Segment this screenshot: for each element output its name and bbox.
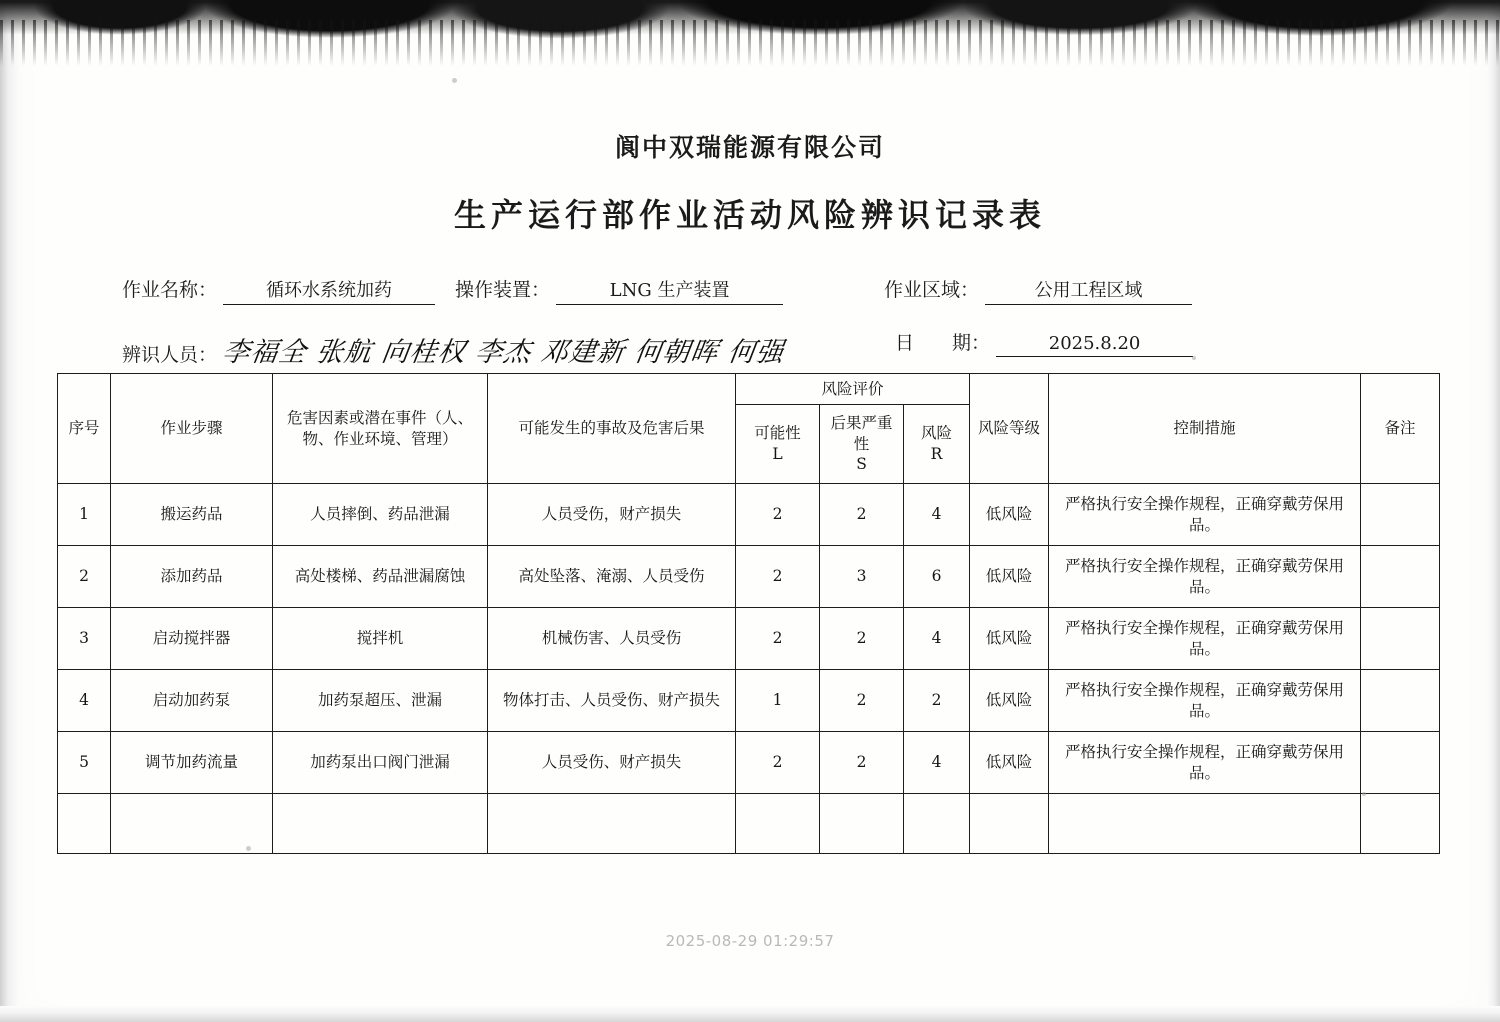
cell-severity: 2 — [820, 608, 904, 670]
device-value: LNG 生产装置 — [556, 276, 783, 305]
cell-remark — [1361, 670, 1440, 732]
cell-severity: 2 — [820, 732, 904, 794]
cell-likelihood: 2 — [736, 732, 820, 794]
area-field — [884, 275, 1192, 305]
cell-hazard: 高处楼梯、药品泄漏腐蚀 — [273, 546, 488, 608]
cell-severity: 2 — [820, 484, 904, 546]
cell-severity — [820, 794, 904, 854]
cell-risk: 2 — [904, 670, 970, 732]
header-risk-level: 风险等级 — [970, 374, 1049, 484]
cell-likelihood: 1 — [736, 670, 820, 732]
header-severity — [820, 405, 904, 484]
cell-risk-level: 低风险 — [970, 608, 1049, 670]
cell-index: 1 — [58, 484, 111, 546]
cell-risk: 6 — [904, 546, 970, 608]
header-accident: 可能发生的事故及危害后果 — [488, 374, 736, 484]
cell-accident: 人员受伤，财产损失 — [488, 484, 736, 546]
header-likelihood-line2: L — [772, 445, 783, 463]
scan-speck — [246, 846, 251, 851]
cell-control: 严格执行安全操作规程，正确穿戴劳保用品。 — [1049, 546, 1361, 608]
header-remark: 备注 — [1361, 374, 1440, 484]
cell-remark — [1361, 484, 1440, 546]
personnel-signatures: 李福全 张航 向桂权 李杰 邓建新 何朝晖 何强 — [220, 337, 787, 368]
cell-hazard: 搅拌机 — [273, 608, 488, 670]
date-value: 2025.8.20 — [996, 333, 1193, 357]
header-severity-line2: S — [856, 455, 867, 474]
task-name-label: 作业名称： — [122, 279, 218, 301]
area-value: 公用工程区域 — [985, 276, 1192, 305]
scan-timestamp: 2025-08-29 01:29:57 — [665, 932, 835, 950]
cell-hazard: 人员摔倒、药品泄漏 — [273, 484, 488, 546]
cell-accident — [488, 794, 736, 854]
cell-risk: 4 — [904, 608, 970, 670]
cell-control: 严格执行安全操作规程，正确穿戴劳保用品。 — [1049, 608, 1361, 670]
cell-control — [1049, 794, 1361, 854]
cell-risk-level: 低风险 — [970, 546, 1049, 608]
scan-speck — [1192, 356, 1196, 360]
scan-speck — [452, 78, 457, 83]
cell-index — [58, 794, 111, 854]
header-index: 序号 — [58, 374, 111, 484]
table-row — [58, 670, 1440, 732]
table-header-group-row — [58, 374, 1440, 405]
personnel-field — [122, 330, 785, 369]
cell-risk-level: 低风险 — [970, 484, 1049, 546]
cell-step: 添加药品 — [111, 546, 273, 608]
cell-remark — [1361, 608, 1440, 670]
cell-risk-level: 低风险 — [970, 732, 1049, 794]
cell-accident: 人员受伤、财产损失 — [488, 732, 736, 794]
cell-step: 调节加药流量 — [111, 732, 273, 794]
cell-remark — [1361, 546, 1440, 608]
personnel-label: 辨识人员： — [122, 344, 218, 366]
header-likelihood — [736, 405, 820, 484]
cell-remark — [1361, 732, 1440, 794]
cell-risk: 4 — [904, 732, 970, 794]
table-row — [58, 732, 1440, 794]
cell-accident: 高处坠落、淹溺、人员受伤 — [488, 546, 736, 608]
cell-remark — [1361, 794, 1440, 854]
table-row — [58, 484, 1440, 546]
cell-index: 5 — [58, 732, 111, 794]
risk-identification-table — [57, 373, 1440, 854]
date-label: 日 期： — [895, 332, 991, 354]
area-label: 作业区域： — [884, 279, 980, 301]
cell-hazard: 加药泵出口阀门泄漏 — [273, 732, 488, 794]
device-label: 操作装置： — [455, 279, 551, 301]
cell-index: 3 — [58, 608, 111, 670]
scan-speck — [1362, 792, 1366, 796]
header-control-measures: 控制措施 — [1049, 374, 1361, 484]
date-field — [895, 328, 1193, 357]
table-row — [58, 546, 1440, 608]
cell-likelihood: 2 — [736, 546, 820, 608]
device-field — [455, 275, 783, 305]
organization-title: 阆中双瑞能源有限公司 — [614, 133, 885, 162]
cell-index: 2 — [58, 546, 111, 608]
header-hazard: 危害因素或潜在事件（人、物、作业环境、管理） — [273, 374, 488, 484]
table-body — [58, 484, 1440, 854]
header-severity-line1: 后果严重性 — [830, 413, 893, 453]
cell-risk — [904, 794, 970, 854]
cell-index: 4 — [58, 670, 111, 732]
cell-likelihood — [736, 794, 820, 854]
cell-severity: 2 — [820, 670, 904, 732]
task-name-field — [122, 275, 435, 305]
cell-control: 严格执行安全操作规程，正确穿戴劳保用品。 — [1049, 484, 1361, 546]
table-row — [58, 608, 1440, 670]
cell-likelihood: 2 — [736, 484, 820, 546]
cell-control: 严格执行安全操作规程，正确穿戴劳保用品。 — [1049, 732, 1361, 794]
header-likelihood-line1: 可能性 — [754, 424, 801, 443]
cell-step — [111, 794, 273, 854]
cell-step: 启动加药泵 — [111, 670, 273, 732]
cell-control: 严格执行安全操作规程，正确穿戴劳保用品。 — [1049, 670, 1361, 732]
cell-likelihood: 2 — [736, 608, 820, 670]
cell-hazard: 加药泵超压、泄漏 — [273, 670, 488, 732]
cell-step: 搬运药品 — [111, 484, 273, 546]
header-risk-line2: R — [930, 445, 943, 463]
header-step: 作业步骤 — [111, 374, 273, 484]
document-title: 生产运行部作业活动风险辨识记录表 — [453, 196, 1046, 234]
cell-risk-level — [970, 794, 1049, 854]
task-name-value: 循环水系统加药 — [223, 276, 435, 305]
table-row-empty — [58, 794, 1440, 854]
cell-risk: 4 — [904, 484, 970, 546]
header-risk-value — [904, 405, 970, 484]
header-risk-line1: 风险 — [920, 424, 952, 443]
cell-accident: 机械伤害、人员受伤 — [488, 608, 736, 670]
cell-severity: 3 — [820, 546, 904, 608]
cell-step: 启动搅拌器 — [111, 608, 273, 670]
cell-accident: 物体打击、人员受伤、财产损失 — [488, 670, 736, 732]
cell-risk-level: 低风险 — [970, 670, 1049, 732]
header-risk-evaluation: 风险评价 — [736, 374, 970, 405]
cell-hazard — [273, 794, 488, 854]
